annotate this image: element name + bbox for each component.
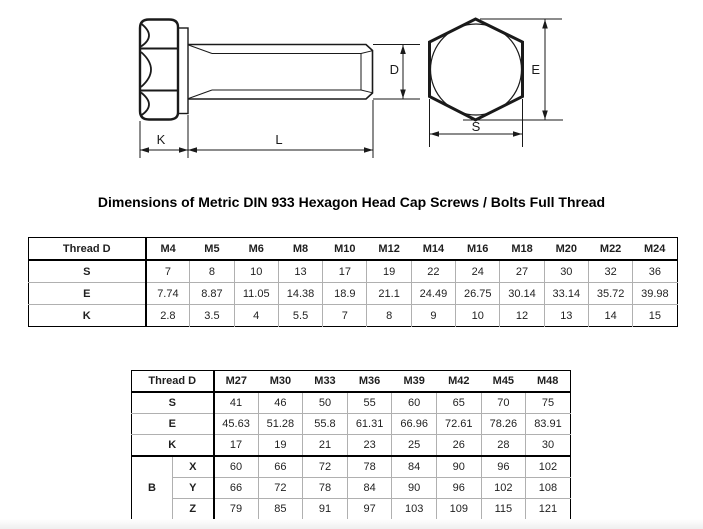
table-cell: 75 (526, 392, 571, 414)
row-label: E (132, 414, 214, 435)
table-cell: 28 (481, 435, 526, 457)
table-cell: 91 (303, 499, 348, 520)
page-bottom-strip (0, 519, 703, 529)
table-cell: 15 (633, 305, 677, 327)
table-cell: 30 (544, 260, 588, 283)
dimension-label-s: S (471, 119, 481, 134)
table-row (132, 435, 571, 457)
table-cell: 102 (526, 456, 571, 478)
column-header-thread-d: Thread D (29, 238, 146, 261)
row-label: Y (173, 478, 214, 499)
table-cell: 50 (303, 392, 348, 414)
table-cell: 83.91 (526, 414, 571, 435)
column-header: M12 (367, 238, 411, 261)
table-cell: 10 (234, 260, 278, 283)
table-cell: 12 (500, 305, 544, 327)
column-header: M20 (544, 238, 588, 261)
table-cell: 96 (481, 456, 526, 478)
table-cell: 27 (500, 260, 544, 283)
table-cell: 32 (588, 260, 632, 283)
table-cell: 30.14 (500, 283, 544, 305)
table-cell: 14.38 (278, 283, 322, 305)
table-cell: 108 (526, 478, 571, 499)
table-cell: 41 (214, 392, 259, 414)
table-cell: 9 (411, 305, 455, 327)
dimension-label-k: K (156, 132, 166, 147)
table-cell: 17 (323, 260, 367, 283)
dimension-l (188, 100, 373, 158)
table-cell: 19 (367, 260, 411, 283)
column-header: M14 (411, 238, 455, 261)
spec-table-m27-m48-wrap (131, 370, 571, 520)
table-cell: 78 (303, 478, 348, 499)
table-cell: 55 (347, 392, 392, 414)
table-cell: 18.9 (323, 283, 367, 305)
table-cell: 7.74 (146, 283, 190, 305)
table-cell: 8 (367, 305, 411, 327)
table-cell: 78.26 (481, 414, 526, 435)
column-header: M36 (347, 371, 392, 393)
row-label: Z (173, 499, 214, 520)
table-cell: 72.61 (436, 414, 481, 435)
inscribed-circle (431, 24, 522, 115)
table-row (132, 414, 571, 435)
table-cell: 21 (303, 435, 348, 457)
table-cell: 39.98 (633, 283, 677, 305)
column-header: M4 (146, 238, 190, 261)
table-row (29, 283, 678, 305)
table-cell: 13 (544, 305, 588, 327)
row-label: K (132, 435, 214, 457)
table-cell: 96 (436, 478, 481, 499)
table-cell: 72 (303, 456, 348, 478)
table-cell: 36 (633, 260, 677, 283)
table-cell: 7 (323, 305, 367, 327)
table-row (132, 478, 571, 499)
row-label: X (173, 456, 214, 478)
row-label: K (29, 305, 146, 327)
table-header-row (132, 371, 571, 393)
row-label: S (168, 397, 176, 409)
column-header: M24 (633, 238, 677, 261)
table-cell: 24 (456, 260, 500, 283)
table-header-row (29, 238, 678, 261)
table-cell: 4 (234, 305, 278, 327)
column-header: M18 (500, 238, 544, 261)
column-header: M30 (258, 371, 303, 393)
table-cell: 84 (392, 456, 437, 478)
table-cell: 25 (392, 435, 437, 457)
table-cell: 2.8 (146, 305, 190, 327)
column-header: M45 (481, 371, 526, 393)
table-cell: 85 (258, 499, 303, 520)
column-header: M5 (190, 238, 234, 261)
table-cell: 10 (456, 305, 500, 327)
table-cell: 61.31 (347, 414, 392, 435)
table-cell: 24.49 (411, 283, 455, 305)
table-cell: 60 (214, 456, 259, 478)
table-cell: 22 (411, 260, 455, 283)
table-cell: 97 (347, 499, 392, 520)
table-cell: 90 (436, 456, 481, 478)
dimension-label-l: L (275, 132, 283, 147)
table-cell: 30 (526, 435, 571, 457)
table-cell: 72 (258, 478, 303, 499)
table-cell: 103 (392, 499, 437, 520)
table-cell: 23 (347, 435, 392, 457)
column-header: M27 (214, 371, 259, 393)
table-cell: 8 (190, 260, 234, 283)
table-row (29, 260, 678, 283)
table-cell: 14 (588, 305, 632, 327)
table-cell: 65 (436, 392, 481, 414)
table-row (132, 392, 571, 414)
column-header: M48 (526, 371, 571, 393)
dimension-e (463, 19, 563, 120)
spec-table-m27-m48 (131, 370, 571, 520)
column-header: M22 (588, 238, 632, 261)
threaded-shaft (188, 45, 373, 100)
table-cell: 55.8 (303, 414, 348, 435)
row-group-label-b: B (132, 456, 173, 520)
table-cell: 3.5 (190, 305, 234, 327)
dimension-label-d: D (389, 62, 399, 77)
table-cell: 66.96 (392, 414, 437, 435)
column-header: M10 (323, 238, 367, 261)
washer-face (178, 28, 188, 114)
table-cell: 84 (347, 478, 392, 499)
table-cell: 66 (258, 456, 303, 478)
hex-head-outline (140, 20, 178, 120)
table-cell: 51.28 (258, 414, 303, 435)
table-cell: 60 (392, 392, 437, 414)
table-cell: 26 (436, 435, 481, 457)
column-header: M33 (303, 371, 348, 393)
bolt-end-view (430, 19, 523, 120)
table-cell: 115 (481, 499, 526, 520)
table-cell: 46 (258, 392, 303, 414)
table-cell: 35.72 (588, 283, 632, 305)
spec-table-m4-m24-wrap (28, 237, 678, 327)
table-cell: 21.1 (367, 283, 411, 305)
table-row (29, 305, 678, 327)
table-row (132, 499, 571, 520)
column-header: M8 (278, 238, 322, 261)
table-cell: 11.05 (234, 283, 278, 305)
bolt-side-view (140, 20, 373, 120)
table-cell: 5.5 (278, 305, 322, 327)
spec-table-m4-m24 (28, 237, 678, 327)
row-label: E (29, 283, 146, 305)
table-cell: 13 (278, 260, 322, 283)
table-row (132, 456, 571, 478)
column-header: M16 (456, 238, 500, 261)
dimension-label-e: E (531, 62, 540, 77)
table-cell: 26.75 (456, 283, 500, 305)
column-header: M39 (392, 371, 437, 393)
table-cell: 121 (526, 499, 571, 520)
table-cell: 7 (146, 260, 190, 283)
table-cell: 79 (214, 499, 259, 520)
table-cell: 17 (214, 435, 259, 457)
table-cell: 33.14 (544, 283, 588, 305)
table-cell: 45.63 (214, 414, 259, 435)
column-header-thread-d: Thread D (132, 371, 214, 393)
page-title: Dimensions of Metric DIN 933 Hexagon Head Cap Screws / Bolts Full Thread (97, 194, 606, 210)
table-cell: 19 (258, 435, 303, 457)
column-header: M42 (436, 371, 481, 393)
table-cell: 78 (347, 456, 392, 478)
table-cell: 90 (392, 478, 437, 499)
row-label: S (83, 265, 91, 278)
table-cell: 102 (481, 478, 526, 499)
column-header: M6 (234, 238, 278, 261)
hexagon-outline (430, 19, 523, 120)
table-cell: 8.87 (190, 283, 234, 305)
table-cell: 66 (214, 478, 259, 499)
table-cell: 109 (436, 499, 481, 520)
table-cell: 70 (481, 392, 526, 414)
